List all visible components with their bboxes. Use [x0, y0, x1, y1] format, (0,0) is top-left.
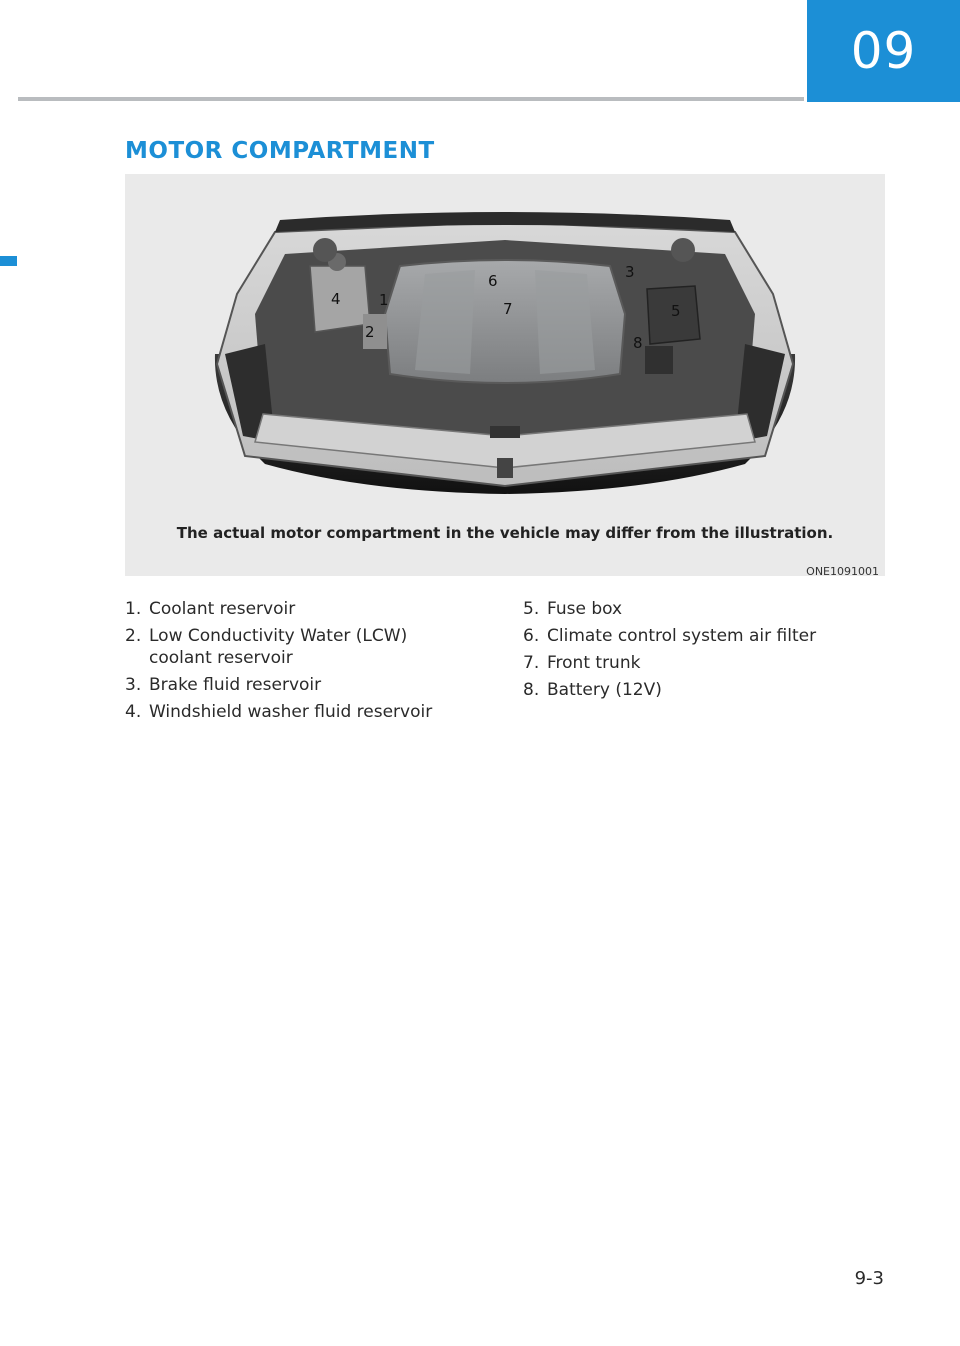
item-text: Battery (12V) [547, 680, 662, 700]
strut-tower-right [671, 238, 695, 262]
chapter-number: 09 [850, 22, 917, 80]
item-text: Climate control system air filter [547, 626, 817, 646]
list-item [125, 598, 465, 620]
item-text: Coolant reservoir [149, 599, 296, 619]
item-text: Brake fluid reservoir [149, 675, 322, 695]
list-item [523, 625, 863, 647]
callout-1: 1 [379, 291, 389, 309]
list-item [523, 679, 863, 701]
list-item [125, 701, 465, 723]
callout-5: 5 [671, 302, 681, 320]
item-number: 8. [523, 680, 540, 700]
section-title: MOTOR COMPARTMENT [125, 138, 435, 164]
page-number: 9-3 [854, 1268, 884, 1289]
item-number: 3. [125, 675, 142, 695]
list-item [523, 652, 863, 674]
item-text: Low Conductivity Water (LCW) coolant reservoir [149, 626, 408, 668]
callout-3: 3 [625, 263, 635, 281]
callout-6: 6 [488, 272, 498, 290]
item-number: 4. [125, 702, 142, 722]
figure-caption: The actual motor compartment in the vehicle may differ from the illustration. [176, 524, 834, 542]
chapter-tab [807, 0, 960, 102]
callout-2: 2 [365, 323, 375, 341]
callout-8: 8 [633, 334, 643, 352]
list-item [125, 674, 465, 696]
item-number: 7. [523, 653, 540, 673]
callout-4: 4 [331, 290, 341, 308]
item-number: 1. [125, 599, 142, 619]
latch-bracket [497, 458, 513, 478]
list-item [125, 625, 465, 669]
list-item [523, 598, 863, 620]
component-list-right [523, 598, 863, 706]
battery-12v [645, 346, 673, 374]
strut-tower-left [313, 238, 337, 262]
cover-panel-left [415, 270, 475, 374]
item-text: Fuse box [547, 599, 623, 619]
side-thumb-marker [0, 256, 17, 266]
item-number: 2. [125, 626, 142, 646]
motor-compartment-figure [125, 174, 885, 576]
figure-code: ONE1091001 [806, 565, 879, 578]
component-list-left [125, 598, 465, 728]
item-number: 5. [523, 599, 540, 619]
cover-panel-right [535, 270, 595, 374]
hood-latch [490, 426, 520, 438]
item-text: Front trunk [547, 653, 641, 673]
item-text: Windshield washer fluid reservoir [149, 702, 433, 722]
header-rule [18, 97, 804, 101]
motor-compartment-illustration [125, 174, 885, 576]
callout-7: 7 [503, 300, 513, 318]
item-number: 6. [523, 626, 540, 646]
